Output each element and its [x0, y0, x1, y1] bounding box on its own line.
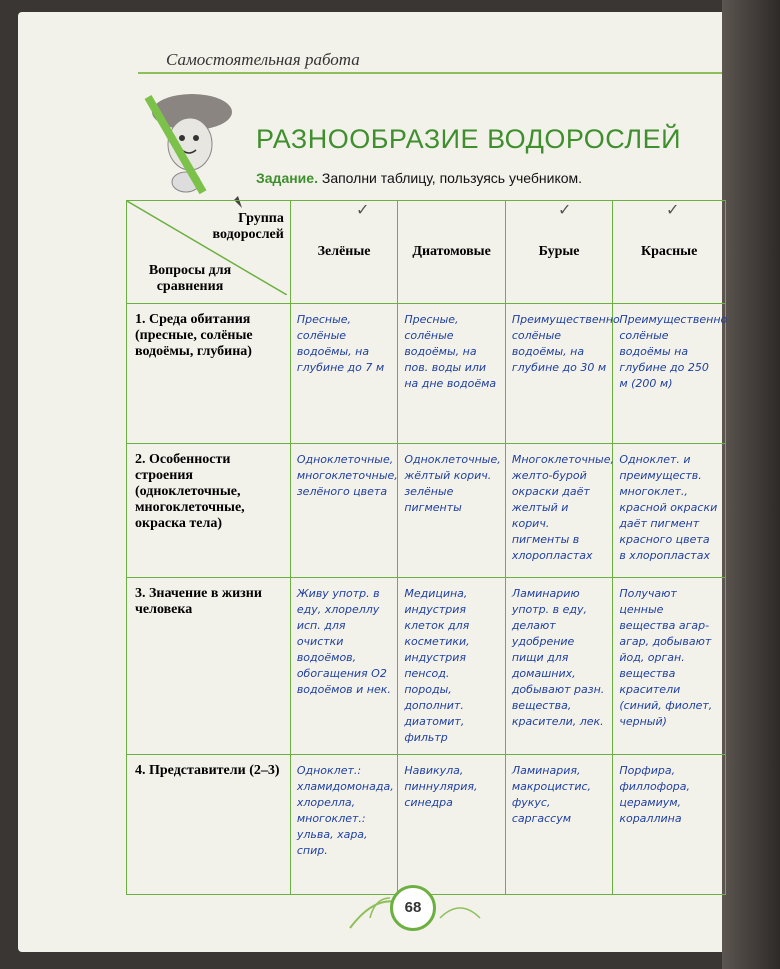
row-question: 4. Представители (2–3) [127, 755, 291, 895]
corner-bottom-label: Вопросы для сравнения [148, 263, 232, 294]
task-text: Заполни таблицу, пользуясь учебником. [321, 170, 583, 186]
handwritten-answer: Получают ценные вещества агар-агар, добывают йод, орган. вещества красители (синий, фиолет, черный) [613, 578, 726, 755]
handwritten-answer: Многоклеточные, желто-бурой окраски даёт желтый и корич. пигменты в хлоропластах [505, 444, 613, 578]
section-header: Самостоятельная работа [166, 50, 360, 69]
handwritten-answer: Преимущественно солёные водоёмы, на глубине до 30 м [505, 304, 613, 444]
corner-top-label: Группа водорослей [212, 211, 284, 242]
column-header: Диатомовые [398, 201, 506, 304]
column-header: Бурые [505, 201, 613, 304]
book-spine-shadow [722, 0, 780, 969]
table-corner-cell [127, 201, 291, 304]
task-label: Задание. [256, 170, 318, 186]
column-header: Зелёные [290, 201, 398, 304]
handwritten-answer: Навикула, пиннулярия, синедра [398, 755, 506, 895]
row-question: 2. Особенности строения (одноклеточные, многоклеточные, окраска тела) [127, 444, 291, 578]
table-header-row [127, 201, 726, 304]
check-mark-icon: ✓ [356, 202, 370, 219]
handwritten-answer: Ламинарию употр. в еду, делают удобрение пищи для домашних, добывают разн. вещества, красители, лек. [505, 578, 613, 755]
comparison-table [126, 200, 726, 895]
handwritten-answer: Порфира, филлофора, церамиум, кораллина [613, 755, 726, 895]
handwritten-answer: Одноклеточные, многоклеточные, зелёного цвета [290, 444, 398, 578]
table-row [127, 578, 726, 755]
handwritten-answer: Одноклет.: хламидомонада, хлорелла, многоклет.: ульва, хара, спир. [290, 755, 398, 895]
table-row [127, 304, 726, 444]
mushroom-mascot-icon [130, 82, 270, 212]
check-mark-icon: ✓ [558, 202, 572, 219]
task-instruction [256, 170, 582, 186]
row-question: 1. Среда обитания (пресные, солёные водоёмы, глубина) [127, 304, 291, 444]
handwritten-answer: Пресные, солёные водоёмы, на пов. воды или на дне водоёма [398, 304, 506, 444]
page-title: РАЗНООБРАЗИЕ ВОДОРОСЛЕЙ [256, 124, 682, 154]
column-header: Красные [613, 201, 726, 304]
handwritten-answer: Одноклеточные, жёлтый корич. зелёные пигменты [398, 444, 506, 578]
handwritten-answer: Пресные, солёные водоёмы, на глубине до 7 м [290, 304, 398, 444]
header-divider [138, 72, 733, 74]
row-question: 3. Значение в жизни человека [127, 578, 291, 755]
handwritten-answer: Одноклет. и преимуществ. многоклет., красной окраски даёт пигмент красного цвета в хлоропластах [613, 444, 726, 578]
handwritten-answer: Медицина, индустрия клеток для косметики, индустрия пенсод. породы, дополнит. диатомит, фильтр [398, 578, 506, 755]
handwritten-answer: Преимущественно солёные водоёмы на глубине до 250 м (200 м) [613, 304, 726, 444]
check-mark-icon: ✓ [666, 202, 680, 219]
handwritten-answer: Живу употр. в еду, хлореллу исп. для очистки водоёмов, обогащения O2 водоёмов и нек. [290, 578, 398, 755]
table-row [127, 444, 726, 578]
handwritten-answer: Ламинария, макроцистис, фукус, саргассум [505, 755, 613, 895]
page-number: 68 [390, 885, 436, 931]
